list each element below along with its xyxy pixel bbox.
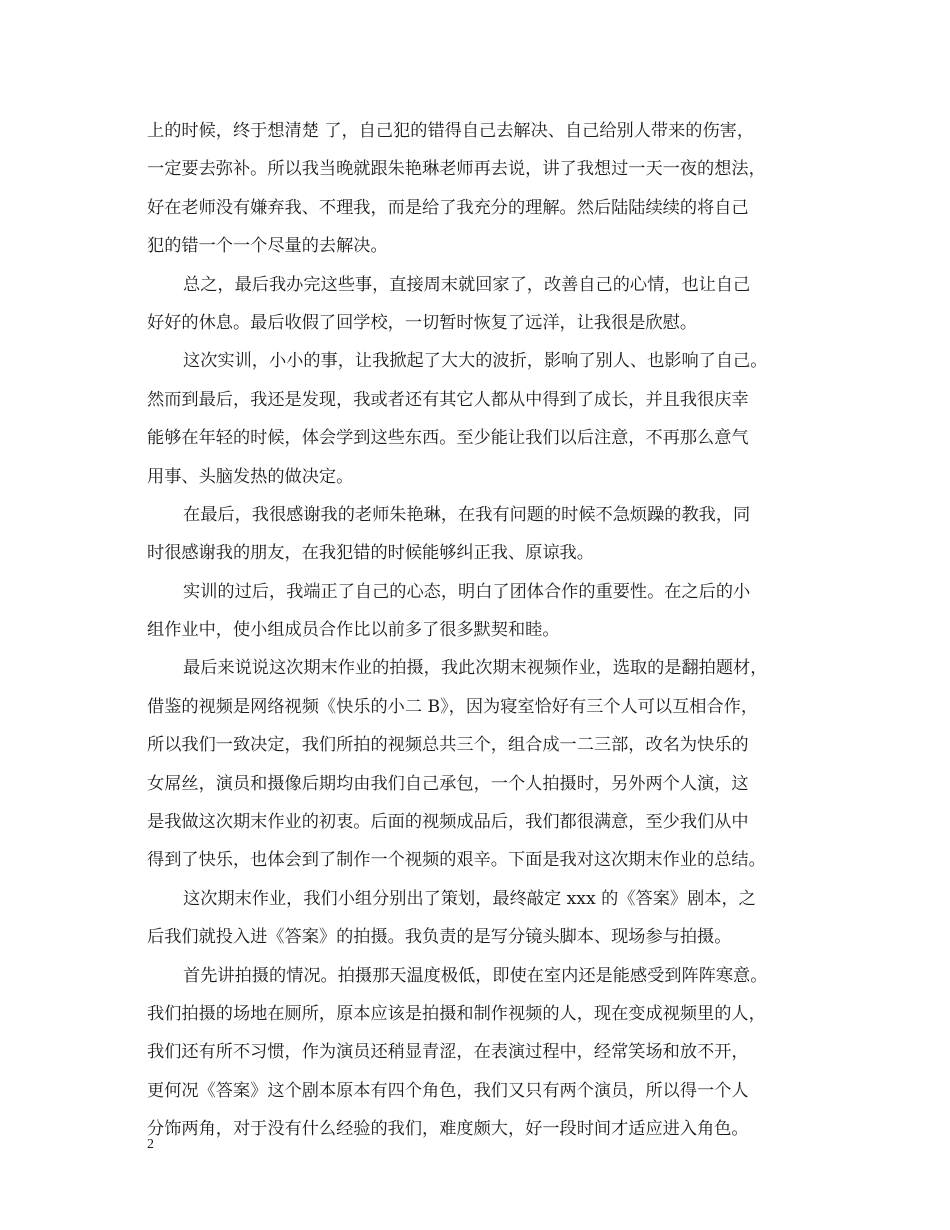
text-line: 这次实训，小小的事，让我掀起了大大的波折，影响了别人、也影响了自己。 <box>183 351 768 372</box>
text-line: 后我们就投入进《答案》的拍摄。我负责的是写分镜头脚本、现场参与拍摄。 <box>147 927 732 948</box>
text-line: 分饰两角，对于没有什么经验的我们，难度颇大，好一段时间才适应进入角色。 <box>147 1119 749 1140</box>
text-line: 首先讲拍摄的情况。拍摄那天温度极低，即使在室内还是能感受到阵阵寒意。 <box>183 965 768 986</box>
text-line: 上的时候，终于想清楚 了，自己犯的错得自己去解决、自己给别人带来的伤害， <box>147 121 755 141</box>
text-line: 所以我们一致决定，我们所拍的视频总共三个，组合成一二三部，改名为快乐的 <box>147 735 749 756</box>
text-line: 好好的休息。最后收假了回学校，一切暂时恢复了远洋，让我很是欣慰。 <box>147 312 698 333</box>
text-line: 我们拍摄的场地在厕所，原本应该是拍摄和制作视频的人，现在变成视频里的人， <box>147 1003 766 1024</box>
text-line: 总之，最后我办完这些事，直接周末就回家了，改善自己的心情，也让自己 <box>183 274 751 295</box>
document-body <box>147 112 812 1149</box>
text-line: 最后来说说这次期末作业的拍摄，我此次期末视频作业，选取的是翻拍题材， <box>183 658 768 679</box>
paragraph <box>147 342 812 496</box>
text-line: 是我做这次期末作业的初衷。后面的视频成品后，我们都很满意，至少我们从中 <box>147 812 749 833</box>
paragraph <box>147 266 812 343</box>
page-number: 2 <box>147 1137 154 1152</box>
text-line: 时很感谢我的朋友，在我犯错的时候能够纠正我、原谅我。 <box>147 543 594 564</box>
text-line: 实训的过后，我端正了自己的心态，明白了团体合作的重要性。在之后的小 <box>183 581 751 602</box>
text-line: 一定要去弥补。所以我当晚就跟朱艳琳老师再去说，讲了我想过一天一夜的想法， <box>147 159 766 180</box>
text-line: 更何况《答案》这个剧本原本有四个角色，我们又只有两个演员，所以得一个人 <box>147 1080 749 1101</box>
paragraph <box>147 649 812 879</box>
text-line: 这次期末作业，我们小组分别出了策划，最终敲定 xxx 的《答案》剧本，之 <box>183 888 756 909</box>
text-line: 好在老师没有嫌弃我、不理我，而是给了我充分的理解。然后陆陆续续的将自己 <box>147 197 749 218</box>
paragraph <box>147 496 812 573</box>
paragraph <box>147 573 812 650</box>
text-line: 在最后，我很感谢我的老师朱艳琳，在我有问题的时候不急烦躁的教我，同 <box>183 504 751 525</box>
text-line: 我们还有所不习惯，作为演员还稍显青涩，在表演过程中，经常笑场和放不开， <box>147 1042 749 1063</box>
text-line: 得到了快乐，也体会到了制作一个视频的艰辛。下面是我对这次期末作业的总结。 <box>147 850 766 871</box>
text-line: 女屌丝，演员和摄像后期均由我们自己承包，一个人拍摄时，另外两个人演，这 <box>147 773 749 794</box>
paragraph <box>147 112 812 266</box>
paragraph <box>147 880 812 957</box>
text-line: 组作业中，使小组成员合作比以前多了很多默契和睦。 <box>147 620 560 641</box>
text-line: 然而到最后，我还是发现，我或者还有其它人都从中得到了成长，并且我很庆幸 <box>147 389 749 410</box>
text-line: 用事、头脑发热的做决定。 <box>147 466 354 487</box>
text-line: 能够在年轻的时候，体会学到这些东西。至少能让我们以后注意，不再那么意气 <box>147 428 749 449</box>
text-line: 借鉴的视频是网络视频《快乐的小二 B》，因为寝室恰好有三个人可以互相合作， <box>147 696 759 717</box>
paragraph <box>147 957 812 1149</box>
text-line: 犯的错一个一个尽量的去解决。 <box>147 236 388 257</box>
